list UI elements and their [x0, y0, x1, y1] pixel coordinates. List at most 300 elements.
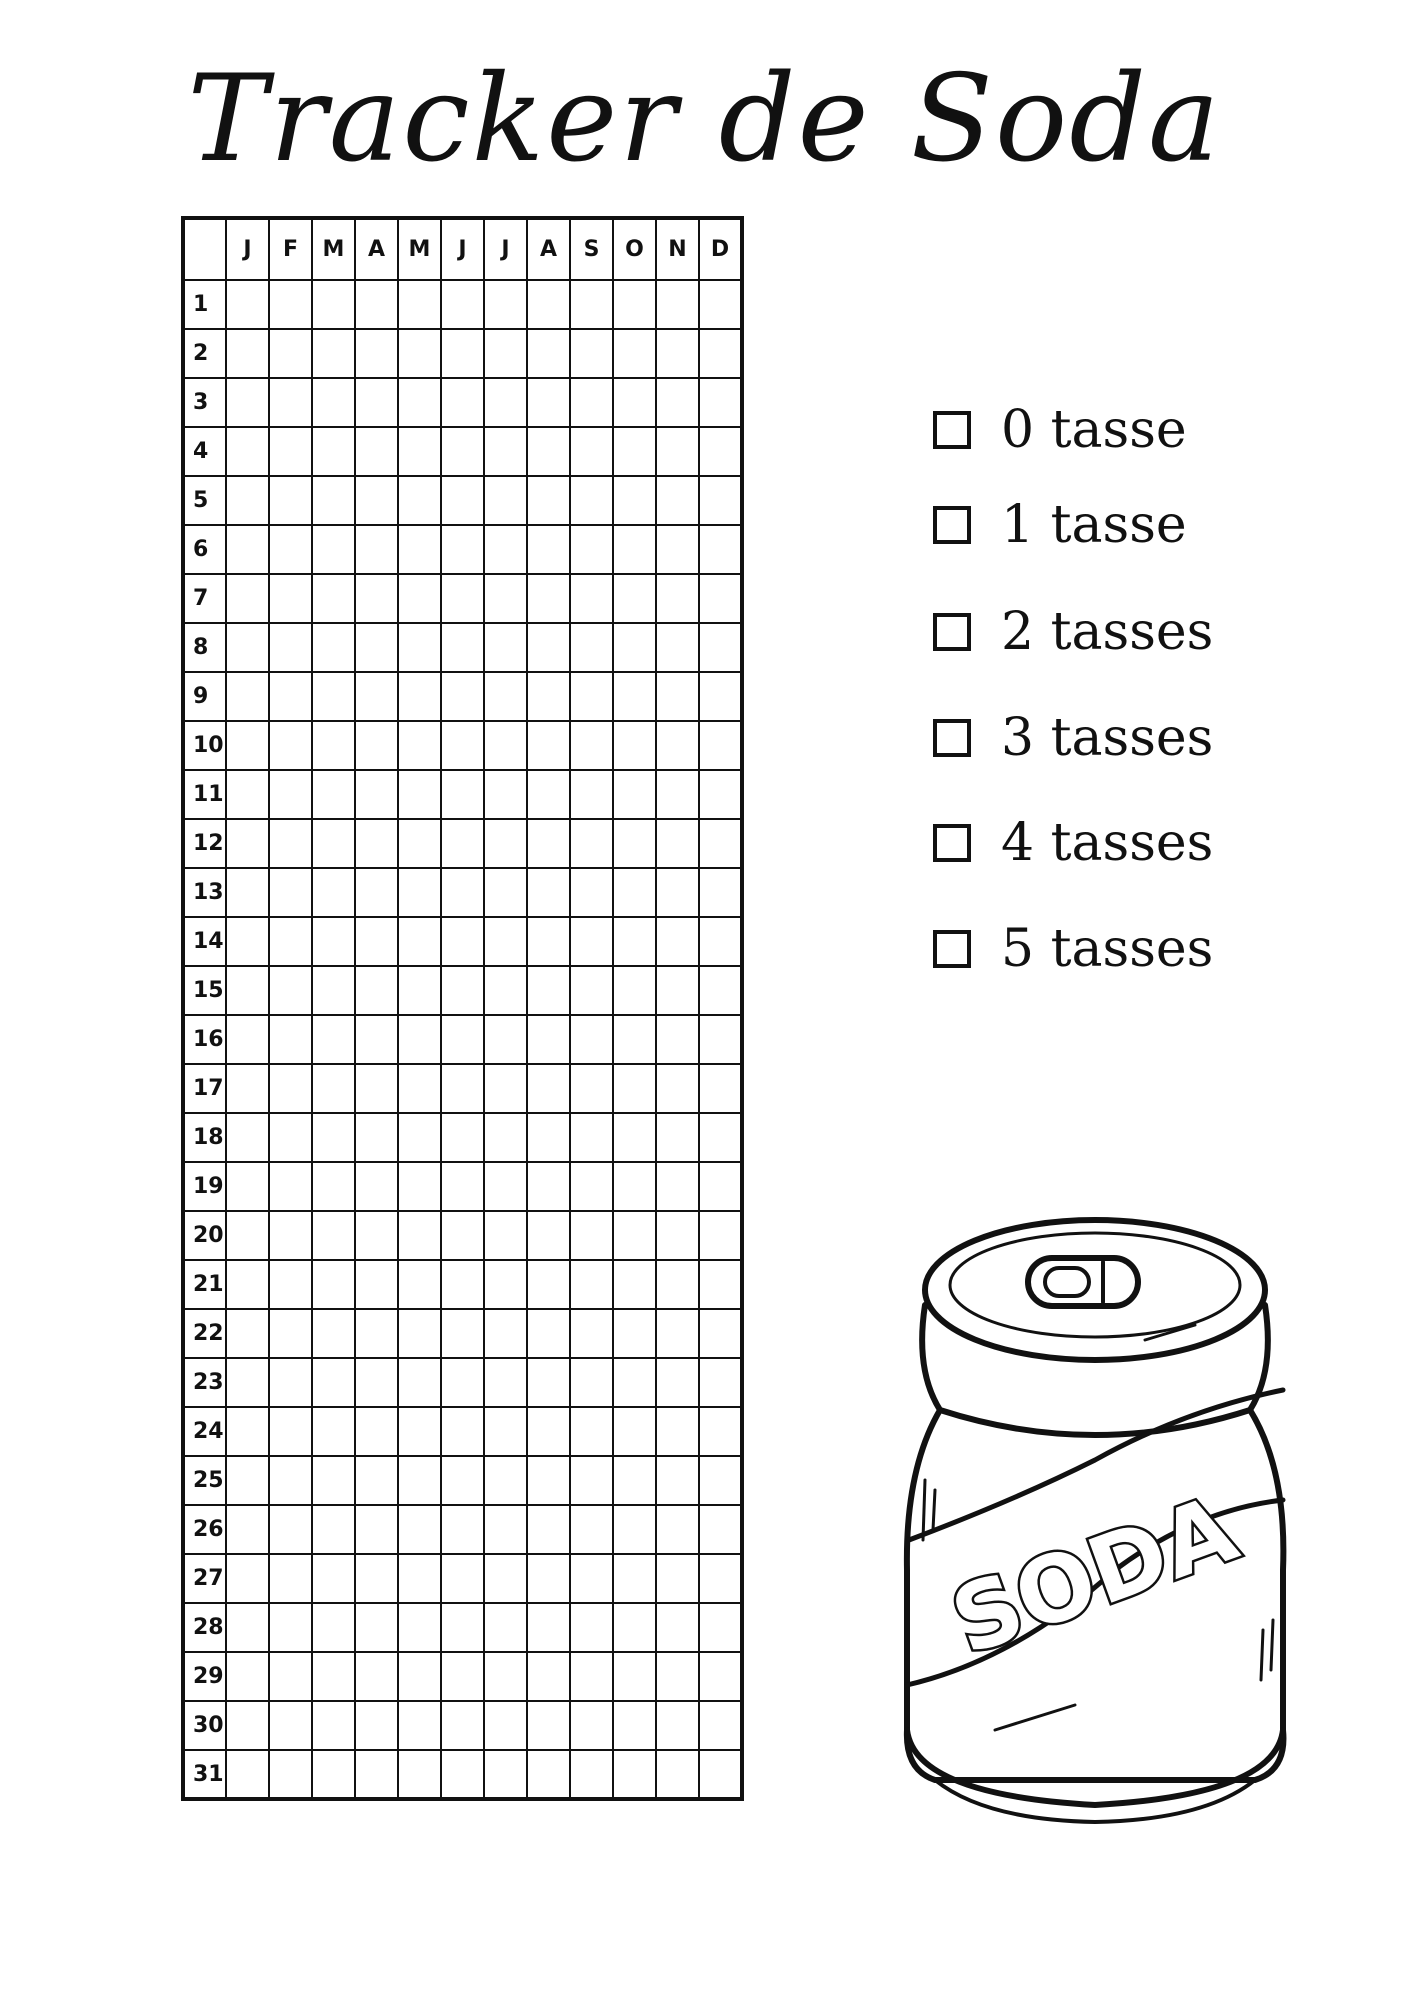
tracker-cell[interactable]	[527, 966, 570, 1015]
tracker-cell[interactable]	[355, 1211, 398, 1260]
tracker-cell[interactable]	[656, 672, 699, 721]
tracker-cell[interactable]	[527, 1358, 570, 1407]
tracker-cell[interactable]	[484, 1554, 527, 1603]
tracker-cell[interactable]	[312, 819, 355, 868]
tracker-cell[interactable]	[441, 819, 484, 868]
tracker-cell[interactable]	[527, 1064, 570, 1113]
tracker-cell[interactable]	[527, 1015, 570, 1064]
tracker-cell[interactable]	[355, 1064, 398, 1113]
tracker-cell[interactable]	[527, 427, 570, 476]
tracker-cell[interactable]	[570, 280, 613, 329]
legend-item-0[interactable]	[933, 400, 1187, 460]
tracker-cell[interactable]	[398, 1554, 441, 1603]
tracker-cell[interactable]	[570, 525, 613, 574]
tracker-cell[interactable]	[441, 476, 484, 525]
tracker-cell[interactable]	[355, 1113, 398, 1162]
tracker-cell[interactable]	[699, 868, 742, 917]
tracker-cell[interactable]	[656, 1603, 699, 1652]
tracker-cell[interactable]	[527, 329, 570, 378]
tracker-cell[interactable]	[312, 525, 355, 574]
legend-item-5[interactable]	[933, 919, 1213, 979]
tracker-cell[interactable]	[570, 1750, 613, 1799]
tracker-cell[interactable]	[398, 917, 441, 966]
tracker-cell[interactable]	[269, 1407, 312, 1456]
tracker-cell[interactable]	[398, 1652, 441, 1701]
tracker-cell[interactable]	[699, 1211, 742, 1260]
tracker-cell[interactable]	[570, 1505, 613, 1554]
tracker-cell[interactable]	[441, 1211, 484, 1260]
tracker-cell[interactable]	[355, 1456, 398, 1505]
tracker-cell[interactable]	[441, 1309, 484, 1358]
tracker-cell[interactable]	[699, 770, 742, 819]
tracker-cell[interactable]	[613, 623, 656, 672]
tracker-cell[interactable]	[613, 1652, 656, 1701]
tracker-cell[interactable]	[355, 574, 398, 623]
tracker-cell[interactable]	[312, 1064, 355, 1113]
tracker-cell[interactable]	[441, 1456, 484, 1505]
tracker-cell[interactable]	[269, 1211, 312, 1260]
tracker-cell[interactable]	[226, 1554, 269, 1603]
tracker-cell[interactable]	[484, 917, 527, 966]
tracker-cell[interactable]	[699, 378, 742, 427]
tracker-cell[interactable]	[312, 1554, 355, 1603]
tracker-cell[interactable]	[355, 1701, 398, 1750]
tracker-cell[interactable]	[570, 1407, 613, 1456]
tracker-cell[interactable]	[699, 476, 742, 525]
tracker-cell[interactable]	[699, 574, 742, 623]
tracker-cell[interactable]	[484, 819, 527, 868]
tracker-cell[interactable]	[484, 1701, 527, 1750]
tracker-cell[interactable]	[398, 1750, 441, 1799]
tracker-cell[interactable]	[312, 1113, 355, 1162]
tracker-cell[interactable]	[312, 378, 355, 427]
tracker-cell[interactable]	[398, 280, 441, 329]
tracker-cell[interactable]	[398, 1260, 441, 1309]
tracker-cell[interactable]	[570, 1358, 613, 1407]
tracker-cell[interactable]	[570, 1211, 613, 1260]
tracker-cell[interactable]	[269, 1701, 312, 1750]
tracker-cell[interactable]	[527, 574, 570, 623]
tracker-cell[interactable]	[226, 1456, 269, 1505]
tracker-cell[interactable]	[355, 868, 398, 917]
tracker-cell[interactable]	[656, 721, 699, 770]
tracker-cell[interactable]	[656, 868, 699, 917]
tracker-cell[interactable]	[570, 427, 613, 476]
tracker-cell[interactable]	[656, 1358, 699, 1407]
tracker-cell[interactable]	[613, 1064, 656, 1113]
tracker-cell[interactable]	[484, 574, 527, 623]
tracker-cell[interactable]	[355, 1309, 398, 1358]
tracker-cell[interactable]	[226, 378, 269, 427]
tracker-cell[interactable]	[226, 1505, 269, 1554]
tracker-cell[interactable]	[570, 1603, 613, 1652]
tracker-cell[interactable]	[312, 476, 355, 525]
tracker-cell[interactable]	[312, 966, 355, 1015]
tracker-cell[interactable]	[613, 1260, 656, 1309]
tracker-cell[interactable]	[269, 1554, 312, 1603]
tracker-cell[interactable]	[527, 672, 570, 721]
tracker-cell[interactable]	[613, 966, 656, 1015]
tracker-cell[interactable]	[226, 1309, 269, 1358]
tracker-cell[interactable]	[527, 1211, 570, 1260]
tracker-cell[interactable]	[312, 1015, 355, 1064]
tracker-cell[interactable]	[398, 1456, 441, 1505]
tracker-cell[interactable]	[398, 1701, 441, 1750]
tracker-cell[interactable]	[441, 574, 484, 623]
tracker-cell[interactable]	[355, 1505, 398, 1554]
tracker-cell[interactable]	[570, 329, 613, 378]
tracker-cell[interactable]	[527, 1652, 570, 1701]
tracker-cell[interactable]	[527, 476, 570, 525]
tracker-cell[interactable]	[699, 427, 742, 476]
tracker-cell[interactable]	[527, 1505, 570, 1554]
tracker-cell[interactable]	[355, 1015, 398, 1064]
tracker-cell[interactable]	[484, 1162, 527, 1211]
legend-item-1[interactable]	[933, 495, 1187, 555]
tracker-cell[interactable]	[613, 868, 656, 917]
tracker-cell[interactable]	[613, 819, 656, 868]
tracker-cell[interactable]	[699, 917, 742, 966]
legend-checkbox[interactable]	[933, 930, 971, 968]
tracker-cell[interactable]	[398, 1309, 441, 1358]
tracker-cell[interactable]	[226, 1260, 269, 1309]
tracker-cell[interactable]	[269, 1750, 312, 1799]
tracker-cell[interactable]	[570, 1260, 613, 1309]
tracker-cell[interactable]	[355, 329, 398, 378]
tracker-cell[interactable]	[398, 721, 441, 770]
tracker-cell[interactable]	[398, 1211, 441, 1260]
tracker-cell[interactable]	[269, 1260, 312, 1309]
tracker-cell[interactable]	[226, 672, 269, 721]
tracker-cell[interactable]	[355, 623, 398, 672]
tracker-cell[interactable]	[355, 1162, 398, 1211]
tracker-cell[interactable]	[226, 1701, 269, 1750]
tracker-cell[interactable]	[527, 1407, 570, 1456]
tracker-cell[interactable]	[226, 1162, 269, 1211]
tracker-cell[interactable]	[226, 1407, 269, 1456]
tracker-cell[interactable]	[699, 1358, 742, 1407]
tracker-cell[interactable]	[269, 1309, 312, 1358]
tracker-cell[interactable]	[484, 1456, 527, 1505]
tracker-cell[interactable]	[527, 1309, 570, 1358]
tracker-cell[interactable]	[484, 1603, 527, 1652]
tracker-cell[interactable]	[527, 1113, 570, 1162]
tracker-cell[interactable]	[484, 525, 527, 574]
tracker-cell[interactable]	[226, 1015, 269, 1064]
tracker-cell[interactable]	[312, 427, 355, 476]
tracker-cell[interactable]	[484, 1211, 527, 1260]
tracker-cell[interactable]	[269, 427, 312, 476]
tracker-cell[interactable]	[226, 1113, 269, 1162]
tracker-cell[interactable]	[269, 329, 312, 378]
tracker-cell[interactable]	[269, 1603, 312, 1652]
tracker-cell[interactable]	[613, 1750, 656, 1799]
tracker-cell[interactable]	[398, 1505, 441, 1554]
tracker-cell[interactable]	[312, 1750, 355, 1799]
tracker-cell[interactable]	[269, 1015, 312, 1064]
tracker-cell[interactable]	[570, 1701, 613, 1750]
tracker-cell[interactable]	[656, 525, 699, 574]
tracker-cell[interactable]	[656, 1113, 699, 1162]
tracker-cell[interactable]	[312, 721, 355, 770]
tracker-cell[interactable]	[312, 917, 355, 966]
tracker-cell[interactable]	[484, 1407, 527, 1456]
tracker-cell[interactable]	[226, 770, 269, 819]
legend-item-4[interactable]	[933, 813, 1213, 873]
tracker-cell[interactable]	[570, 1064, 613, 1113]
tracker-cell[interactable]	[355, 1652, 398, 1701]
tracker-cell[interactable]	[312, 1701, 355, 1750]
tracker-cell[interactable]	[312, 1505, 355, 1554]
tracker-cell[interactable]	[656, 1750, 699, 1799]
tracker-cell[interactable]	[269, 378, 312, 427]
legend-checkbox[interactable]	[933, 613, 971, 651]
tracker-cell[interactable]	[613, 1309, 656, 1358]
tracker-cell[interactable]	[527, 1554, 570, 1603]
tracker-cell[interactable]	[613, 1211, 656, 1260]
tracker-cell[interactable]	[355, 1554, 398, 1603]
tracker-cell[interactable]	[570, 672, 613, 721]
tracker-cell[interactable]	[312, 1358, 355, 1407]
tracker-cell[interactable]	[269, 721, 312, 770]
tracker-cell[interactable]	[484, 1505, 527, 1554]
tracker-cell[interactable]	[484, 672, 527, 721]
tracker-cell[interactable]	[484, 378, 527, 427]
tracker-cell[interactable]	[527, 280, 570, 329]
tracker-cell[interactable]	[355, 1603, 398, 1652]
tracker-cell[interactable]	[527, 378, 570, 427]
tracker-cell[interactable]	[226, 1652, 269, 1701]
tracker-cell[interactable]	[269, 476, 312, 525]
tracker-cell[interactable]	[226, 1750, 269, 1799]
tracker-cell[interactable]	[398, 819, 441, 868]
tracker-cell[interactable]	[699, 1260, 742, 1309]
tracker-cell[interactable]	[484, 966, 527, 1015]
tracker-cell[interactable]	[355, 280, 398, 329]
tracker-cell[interactable]	[312, 672, 355, 721]
tracker-cell[interactable]	[484, 1309, 527, 1358]
tracker-cell[interactable]	[484, 427, 527, 476]
tracker-cell[interactable]	[269, 1505, 312, 1554]
tracker-cell[interactable]	[699, 280, 742, 329]
tracker-cell[interactable]	[570, 623, 613, 672]
tracker-cell[interactable]	[269, 280, 312, 329]
tracker-cell[interactable]	[312, 868, 355, 917]
tracker-cell[interactable]	[226, 623, 269, 672]
tracker-cell[interactable]	[527, 525, 570, 574]
tracker-cell[interactable]	[312, 1456, 355, 1505]
legend-checkbox[interactable]	[933, 719, 971, 757]
tracker-cell[interactable]	[699, 1554, 742, 1603]
tracker-cell[interactable]	[570, 917, 613, 966]
tracker-cell[interactable]	[699, 525, 742, 574]
tracker-cell[interactable]	[355, 1407, 398, 1456]
tracker-cell[interactable]	[312, 1603, 355, 1652]
tracker-cell[interactable]	[226, 1603, 269, 1652]
tracker-cell[interactable]	[398, 1603, 441, 1652]
tracker-cell[interactable]	[226, 476, 269, 525]
tracker-cell[interactable]	[441, 1505, 484, 1554]
tracker-cell[interactable]	[269, 1064, 312, 1113]
tracker-cell[interactable]	[441, 1652, 484, 1701]
tracker-cell[interactable]	[699, 721, 742, 770]
tracker-cell[interactable]	[570, 770, 613, 819]
tracker-cell[interactable]	[312, 574, 355, 623]
tracker-cell[interactable]	[312, 1211, 355, 1260]
tracker-cell[interactable]	[656, 623, 699, 672]
tracker-cell[interactable]	[699, 1505, 742, 1554]
tracker-cell[interactable]	[441, 917, 484, 966]
tracker-cell[interactable]	[398, 1113, 441, 1162]
tracker-cell[interactable]	[613, 476, 656, 525]
tracker-cell[interactable]	[484, 770, 527, 819]
tracker-cell[interactable]	[527, 623, 570, 672]
tracker-cell[interactable]	[656, 1309, 699, 1358]
tracker-cell[interactable]	[527, 868, 570, 917]
tracker-cell[interactable]	[656, 1407, 699, 1456]
tracker-cell[interactable]	[355, 819, 398, 868]
tracker-cell[interactable]	[226, 525, 269, 574]
tracker-cell[interactable]	[312, 1309, 355, 1358]
tracker-cell[interactable]	[699, 672, 742, 721]
tracker-cell[interactable]	[398, 1064, 441, 1113]
tracker-cell[interactable]	[398, 1407, 441, 1456]
tracker-cell[interactable]	[355, 721, 398, 770]
tracker-cell[interactable]	[269, 868, 312, 917]
tracker-cell[interactable]	[441, 966, 484, 1015]
tracker-cell[interactable]	[355, 917, 398, 966]
tracker-cell[interactable]	[484, 1750, 527, 1799]
tracker-cell[interactable]	[570, 721, 613, 770]
tracker-cell[interactable]	[355, 476, 398, 525]
tracker-cell[interactable]	[484, 623, 527, 672]
tracker-cell[interactable]	[355, 525, 398, 574]
tracker-cell[interactable]	[613, 1358, 656, 1407]
tracker-cell[interactable]	[527, 819, 570, 868]
tracker-cell[interactable]	[656, 1064, 699, 1113]
tracker-cell[interactable]	[226, 819, 269, 868]
tracker-cell[interactable]	[355, 1260, 398, 1309]
tracker-cell[interactable]	[312, 1260, 355, 1309]
tracker-cell[interactable]	[613, 1554, 656, 1603]
tracker-cell[interactable]	[656, 427, 699, 476]
tracker-cell[interactable]	[656, 1015, 699, 1064]
tracker-cell[interactable]	[613, 427, 656, 476]
tracker-cell[interactable]	[398, 1015, 441, 1064]
tracker-cell[interactable]	[226, 280, 269, 329]
tracker-cell[interactable]	[484, 1652, 527, 1701]
tracker-cell[interactable]	[441, 770, 484, 819]
tracker-cell[interactable]	[570, 476, 613, 525]
tracker-cell[interactable]	[613, 574, 656, 623]
tracker-cell[interactable]	[398, 966, 441, 1015]
tracker-cell[interactable]	[441, 1113, 484, 1162]
tracker-cell[interactable]	[527, 1603, 570, 1652]
tracker-cell[interactable]	[656, 1456, 699, 1505]
tracker-cell[interactable]	[441, 1162, 484, 1211]
tracker-cell[interactable]	[355, 672, 398, 721]
tracker-cell[interactable]	[355, 770, 398, 819]
tracker-cell[interactable]	[699, 966, 742, 1015]
legend-checkbox[interactable]	[933, 411, 971, 449]
tracker-cell[interactable]	[699, 1407, 742, 1456]
tracker-cell[interactable]	[441, 1603, 484, 1652]
tracker-cell[interactable]	[226, 917, 269, 966]
tracker-cell[interactable]	[441, 1407, 484, 1456]
tracker-cell[interactable]	[699, 1456, 742, 1505]
tracker-cell[interactable]	[441, 525, 484, 574]
tracker-cell[interactable]	[226, 574, 269, 623]
tracker-cell[interactable]	[355, 1358, 398, 1407]
tracker-cell[interactable]	[312, 1652, 355, 1701]
tracker-cell[interactable]	[355, 378, 398, 427]
tracker-cell[interactable]	[613, 1505, 656, 1554]
tracker-cell[interactable]	[226, 1064, 269, 1113]
tracker-cell[interactable]	[613, 525, 656, 574]
tracker-cell[interactable]	[656, 1701, 699, 1750]
tracker-cell[interactable]	[699, 1652, 742, 1701]
tracker-cell[interactable]	[656, 819, 699, 868]
tracker-cell[interactable]	[613, 917, 656, 966]
tracker-cell[interactable]	[441, 329, 484, 378]
tracker-cell[interactable]	[570, 1162, 613, 1211]
tracker-cell[interactable]	[484, 1064, 527, 1113]
tracker-cell[interactable]	[613, 1015, 656, 1064]
tracker-cell[interactable]	[484, 1260, 527, 1309]
tracker-cell[interactable]	[570, 1456, 613, 1505]
tracker-cell[interactable]	[312, 329, 355, 378]
tracker-cell[interactable]	[613, 1603, 656, 1652]
tracker-cell[interactable]	[656, 476, 699, 525]
tracker-cell[interactable]	[699, 1750, 742, 1799]
tracker-cell[interactable]	[699, 623, 742, 672]
tracker-cell[interactable]	[484, 868, 527, 917]
tracker-cell[interactable]	[226, 427, 269, 476]
tracker-cell[interactable]	[398, 329, 441, 378]
tracker-cell[interactable]	[613, 378, 656, 427]
tracker-cell[interactable]	[613, 672, 656, 721]
tracker-cell[interactable]	[656, 280, 699, 329]
tracker-cell[interactable]	[570, 966, 613, 1015]
tracker-cell[interactable]	[312, 1162, 355, 1211]
tracker-cell[interactable]	[226, 329, 269, 378]
tracker-cell[interactable]	[441, 1750, 484, 1799]
tracker-cell[interactable]	[398, 672, 441, 721]
tracker-cell[interactable]	[312, 280, 355, 329]
tracker-cell[interactable]	[656, 1554, 699, 1603]
tracker-cell[interactable]	[269, 966, 312, 1015]
tracker-cell[interactable]	[484, 1358, 527, 1407]
tracker-cell[interactable]	[613, 1456, 656, 1505]
tracker-cell[interactable]	[484, 1113, 527, 1162]
tracker-cell[interactable]	[656, 1211, 699, 1260]
tracker-cell[interactable]	[441, 721, 484, 770]
tracker-cell[interactable]	[441, 672, 484, 721]
tracker-cell[interactable]	[656, 1505, 699, 1554]
tracker-cell[interactable]	[484, 329, 527, 378]
tracker-cell[interactable]	[312, 770, 355, 819]
tracker-cell[interactable]	[269, 1358, 312, 1407]
tracker-cell[interactable]	[398, 525, 441, 574]
tracker-cell[interactable]	[398, 476, 441, 525]
tracker-cell[interactable]	[570, 378, 613, 427]
legend-checkbox[interactable]	[933, 506, 971, 544]
tracker-cell[interactable]	[527, 1260, 570, 1309]
tracker-cell[interactable]	[570, 1554, 613, 1603]
tracker-cell[interactable]	[441, 378, 484, 427]
tracker-cell[interactable]	[570, 819, 613, 868]
tracker-cell[interactable]	[699, 1701, 742, 1750]
